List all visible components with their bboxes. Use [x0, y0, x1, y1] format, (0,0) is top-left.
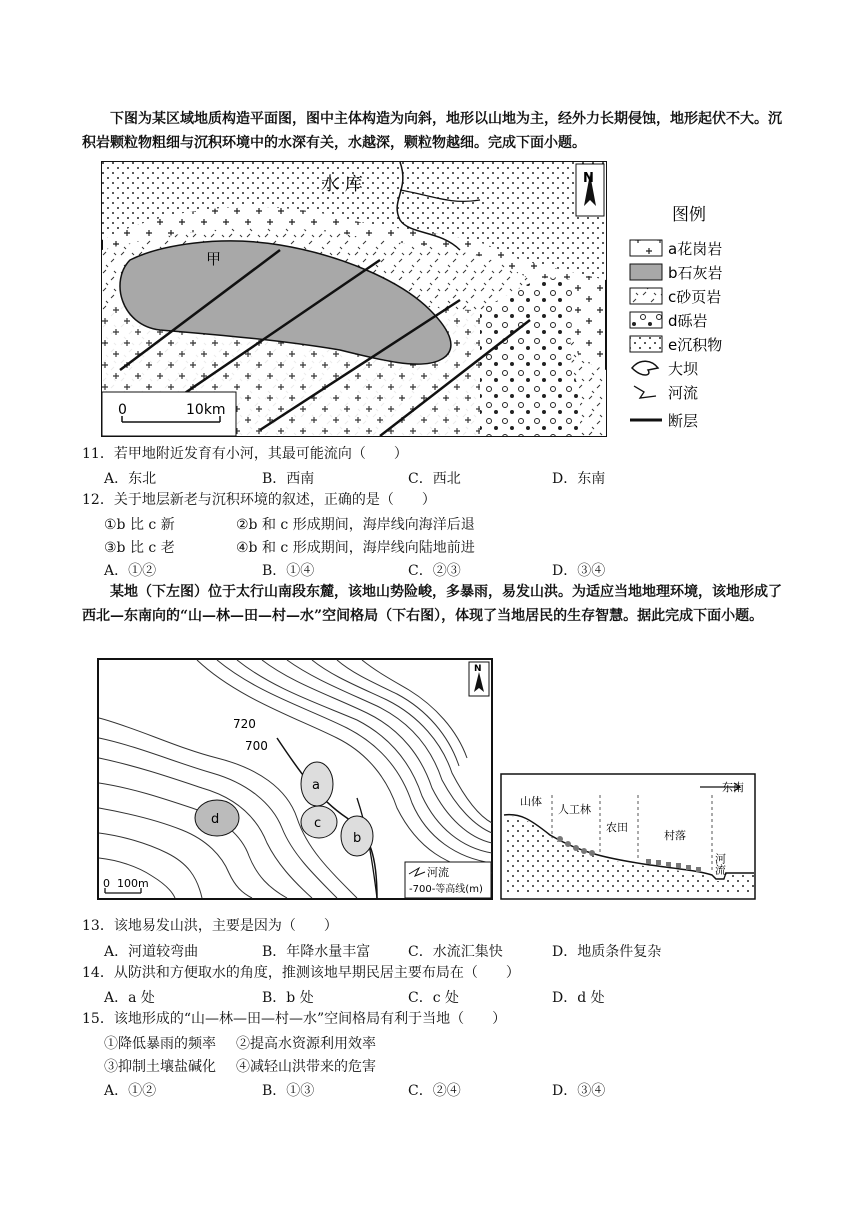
q13-option-c[interactable]: C．水流汇集快 [408, 944, 503, 960]
q11-option-d[interactable]: D．东南 [552, 471, 606, 487]
q12-item-2: ②b 和 c 形成期间，海岸线向海洋后退 [236, 517, 475, 533]
point-a-label: a [312, 778, 320, 793]
zone-farmland: 农田 [606, 821, 628, 834]
point-d-label: d [211, 812, 220, 827]
contour-700-label: 700 [245, 739, 268, 753]
q15-option-c[interactable]: C．②④ [408, 1083, 461, 1099]
question-15-stem: 15．该地形成的“山—林—田—村—水”空间格局有利于当地（ ） [82, 1011, 507, 1027]
legend-fault: 断层 [668, 412, 699, 430]
intro-paragraph-1: 下图为某区域地质构造平面图，图中主体构造为向斜，地形以山地为主，经外力长期侵蚀，地形起伏不大。沉积岩颗粒物粗细与沉积环境中的水深有关，水越深，颗粒物越细。完成下面小题。 [82, 111, 782, 151]
q15-item-2: ②提高水资源利用效率 [236, 1036, 376, 1052]
direction-label: 东南 [722, 781, 744, 794]
legend-dam: 大坝 [668, 360, 699, 378]
map2-legend-contour: -700-等高线(m) [409, 884, 483, 895]
map-legend [622, 200, 792, 440]
q12-item-1: ①b 比 c 新 [104, 517, 175, 533]
legend-river: 河流 [668, 384, 699, 402]
intro-paragraph-2: 某地（下左图）位于太行山南段东麓，该地山势险峻，多暴雨，易发山洪。为适应当地地理环境，该地形成了西北—东南向的“山—林—田—村—水”空间格局（下右图），体现了当地居民的生存智慧。据此完成下面小题。 [82, 584, 782, 624]
map2-legend-river: 河流 [427, 866, 449, 879]
q13-option-d[interactable]: D．地质条件复杂 [552, 944, 662, 960]
land-use-profile [500, 773, 756, 900]
q12-item-3: ③b 比 c 老 [104, 540, 175, 556]
land-use-profile-svg [500, 773, 756, 900]
q14-option-c[interactable]: C．c 处 [408, 990, 460, 1006]
zone-village: 村落 [664, 829, 686, 842]
q15-option-a[interactable]: A．①② [104, 1083, 157, 1099]
point-c-label: c [314, 816, 322, 831]
question-11-stem: 11．若甲地附近发育有小河，其最可能流向（ ） [82, 446, 408, 462]
q15-item-4: ④减轻山洪带来的危害 [236, 1059, 376, 1075]
reservoir-label: 水 库 [321, 174, 363, 195]
legend-limestone: b石灰岩 [668, 264, 723, 282]
geologic-map [100, 160, 610, 440]
legend-conglomerate: d砾岩 [668, 312, 708, 330]
point-b-label: b [353, 831, 362, 846]
contour-map-svg [97, 658, 493, 900]
q12-option-b[interactable]: B．①④ [262, 563, 315, 579]
scale-zero-label: 0 [118, 402, 127, 418]
q12-item-4: ④b 和 c 形成期间，海岸线向陆地前进 [236, 540, 475, 556]
question-13-stem: 13．该地易发山洪，主要是因为（ ） [82, 918, 338, 934]
point-jia-label: 甲 [206, 250, 222, 268]
q12-option-d[interactable]: D．③④ [552, 563, 606, 579]
question-14-stem: 14．从防洪和方便取水的角度，推测该地早期民居主要布局在（ ） [82, 965, 520, 981]
legend-sediment: e沉积物 [668, 336, 723, 354]
legend-sandshale: c砂页岩 [668, 288, 722, 306]
contour-map [97, 658, 493, 900]
geologic-map-svg [100, 160, 610, 440]
north-arrow-label: N [583, 171, 594, 186]
map2-scale-zero: 0 [103, 877, 110, 890]
q14-option-b[interactable]: B．b 处 [262, 990, 314, 1006]
q15-option-b[interactable]: B．①③ [262, 1083, 315, 1099]
map2-scale-end: 100m [117, 877, 149, 890]
question-12-stem: 12．关于地层新老与沉积环境的叙述，正确的是（ ） [82, 492, 436, 508]
q12-option-c[interactable]: C．②③ [408, 563, 461, 579]
zone-river: 河流 [713, 853, 727, 875]
map2-north-label: N [474, 664, 482, 674]
q12-option-a[interactable]: A．①② [104, 563, 157, 579]
contour-720-label: 720 [233, 717, 256, 731]
q15-item-1: ①降低暴雨的频率 [104, 1036, 216, 1052]
q14-option-a[interactable]: A．a 处 [104, 990, 155, 1006]
q11-option-c[interactable]: C．西北 [408, 471, 461, 487]
q11-option-a[interactable]: A．东北 [104, 471, 157, 487]
scale-end-label: 10km [186, 402, 226, 418]
q13-option-b[interactable]: B．年降水量丰富 [262, 944, 371, 960]
q11-option-b[interactable]: B．西南 [262, 471, 315, 487]
zone-mountain: 山体 [520, 795, 542, 808]
map-legend-svg [622, 200, 792, 440]
legend-granite: a花岗岩 [668, 240, 723, 258]
q15-option-d[interactable]: D．③④ [552, 1083, 606, 1099]
q13-option-a[interactable]: A．河道较弯曲 [104, 944, 199, 960]
q15-item-3: ③抑制土壤盐碱化 [104, 1059, 216, 1075]
q14-option-d[interactable]: D．d 处 [552, 990, 605, 1006]
legend-title: 图例 [672, 205, 706, 225]
zone-plantation: 人工林 [558, 803, 591, 816]
